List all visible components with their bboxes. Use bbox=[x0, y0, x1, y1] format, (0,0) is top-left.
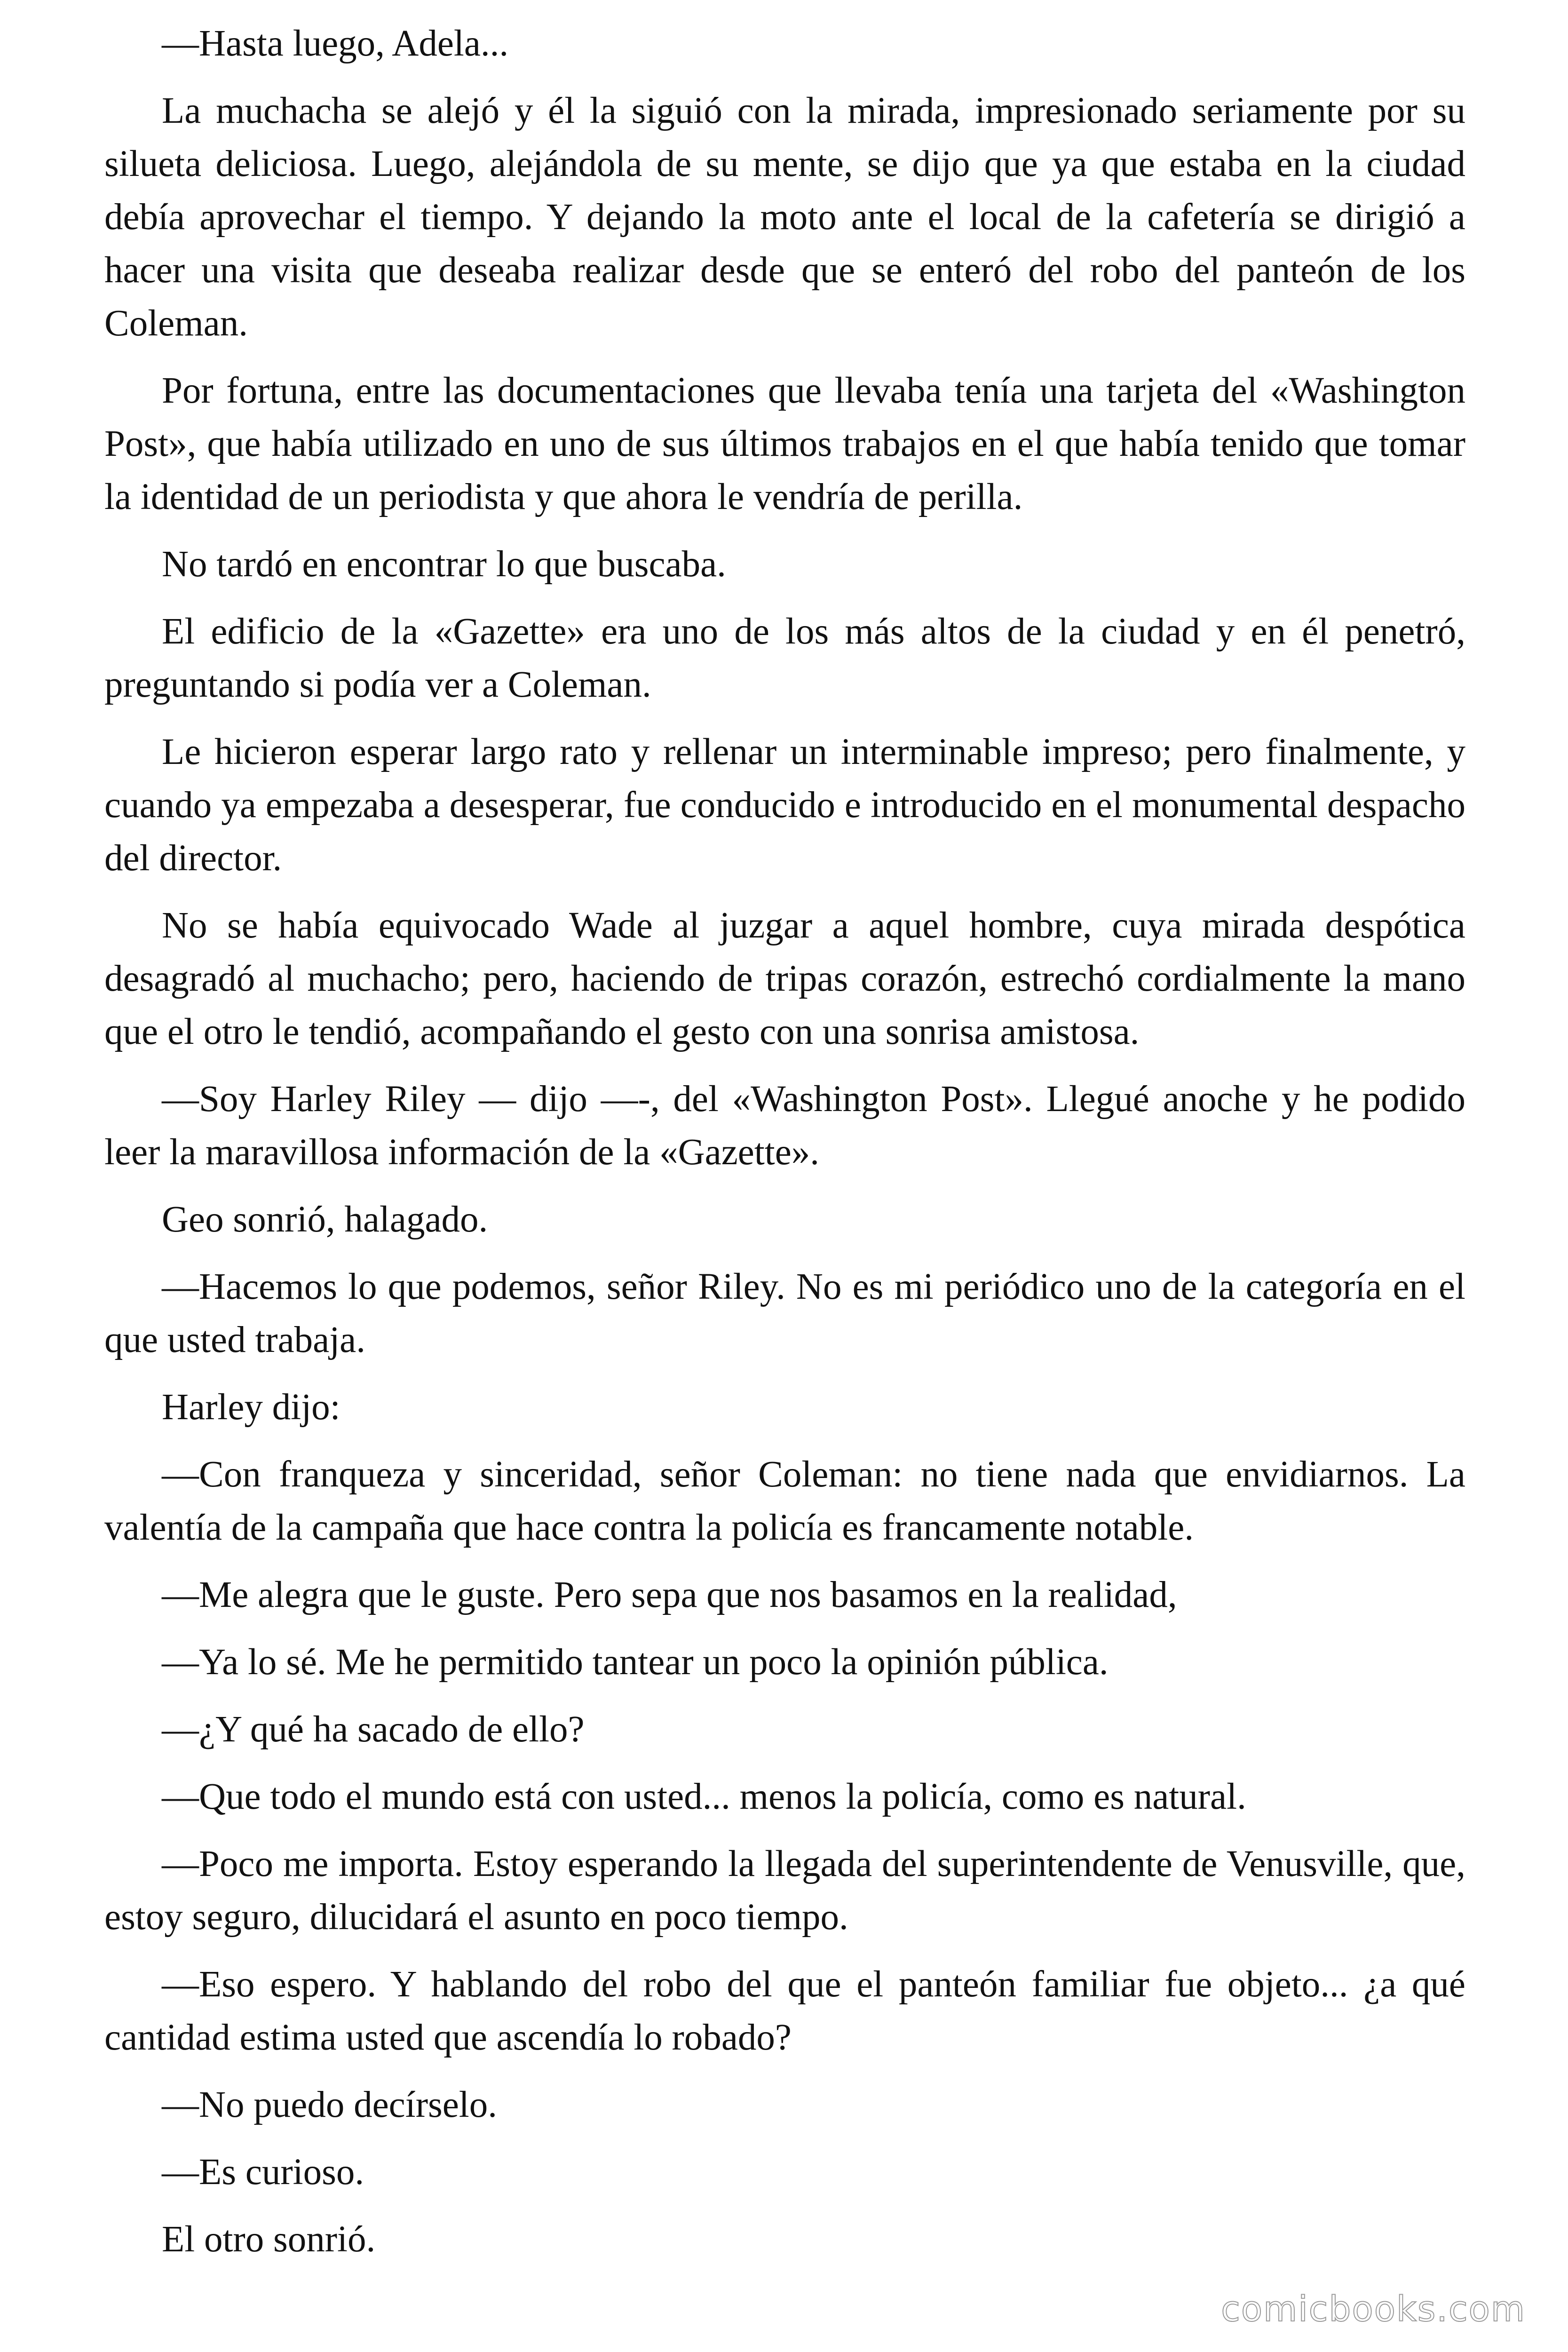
paragraph: El otro sonrió. bbox=[162, 2219, 376, 2260]
watermark-logo: comicbooks.com bbox=[1221, 2289, 1526, 2329]
paragraph: La muchacha se alejó y él la siguió con la mirada, impresionado seriamente por su silueta deliciosa. Luego, alejándola de su mente, se dijo que ya que estaba en la ciudad debía aprovechar el tiempo. Y dejando la moto ante el local de la cafetería se dirigió a hacer una visita que deseaba realizar desde que se enteró del robo del panteón de los Coleman. bbox=[104, 90, 1465, 344]
paragraph: —¿Y qué ha sacado de ello? bbox=[162, 1709, 585, 1750]
paragraph: —Hasta luego, Adela... bbox=[162, 23, 509, 64]
paragraph: Harley dijo: bbox=[162, 1387, 341, 1428]
paragraph: —Ya lo sé. Me he permitido tantear un poco la opinión pública. bbox=[162, 1642, 1109, 1683]
paragraph: No se había equivocado Wade al juzgar a aquel hombre, cuya mirada despótica desagradó al muchacho; pero, haciendo de tripas corazón, estrechó cordialmente la mano que el otro le tendió, acompañando el gesto con una sonrisa amistosa. bbox=[104, 905, 1465, 1052]
paragraph: —Eso espero. Y hablando del robo del que el panteón familiar fue objeto... ¿a qué cantidad estima usted que ascendía lo robado? bbox=[104, 1964, 1465, 2058]
paragraph: No tardó en encontrar lo que buscaba. bbox=[162, 544, 726, 585]
paragraph: Geo sonrió, halagado. bbox=[162, 1199, 488, 1240]
paragraph: —Con franqueza y sinceridad, señor Coleman: no tiene nada que envidiarnos. La valentía de la campaña que hace contra la policía es francamente notable. bbox=[104, 1454, 1465, 1548]
paragraph: —No puedo decírselo. bbox=[162, 2084, 498, 2125]
paragraph: —Hacemos lo que podemos, señor Riley. No es mi periódico uno de la categoría en el que usted trabaja. bbox=[104, 1266, 1465, 1360]
paragraph: —Soy Harley Riley — dijo —-, del «Washington Post». Llegué anoche y he podido leer la maravillosa información de la «Gazette». bbox=[104, 1079, 1465, 1173]
paragraph: El edificio de la «Gazette» era uno de los más altos de la ciudad y en él penetró, preguntando si podía ver a Coleman. bbox=[104, 611, 1465, 705]
paragraph: —Que todo el mundo está con usted... menos la policía, como es natural. bbox=[162, 1776, 1246, 1817]
paragraph: —Me alegra que le guste. Pero sepa que nos basamos en la realidad, bbox=[162, 1574, 1177, 1615]
paragraph: —Es curioso. bbox=[162, 2152, 364, 2193]
page-text bbox=[104, 17, 1465, 2280]
paragraph: Por fortuna, entre las documentaciones que llevaba tenía una tarjeta del «Washington Post», que había utilizado en uno de sus últimos trabajos en el que había tenido que tomar la identidad de un periodista y que ahora le vendría de perilla. bbox=[104, 370, 1465, 517]
paragraph: —Poco me importa. Estoy esperando la llegada del superintendente de Venusville, que, estoy seguro, dilucidará el asunto en poco tiempo. bbox=[104, 1843, 1465, 1938]
paragraph: Le hicieron esperar largo rato y rellenar un interminable impreso; pero finalmente, y cuando ya empezaba a desesperar, fue conducido e introducido en el monumental despacho del director. bbox=[104, 731, 1465, 879]
